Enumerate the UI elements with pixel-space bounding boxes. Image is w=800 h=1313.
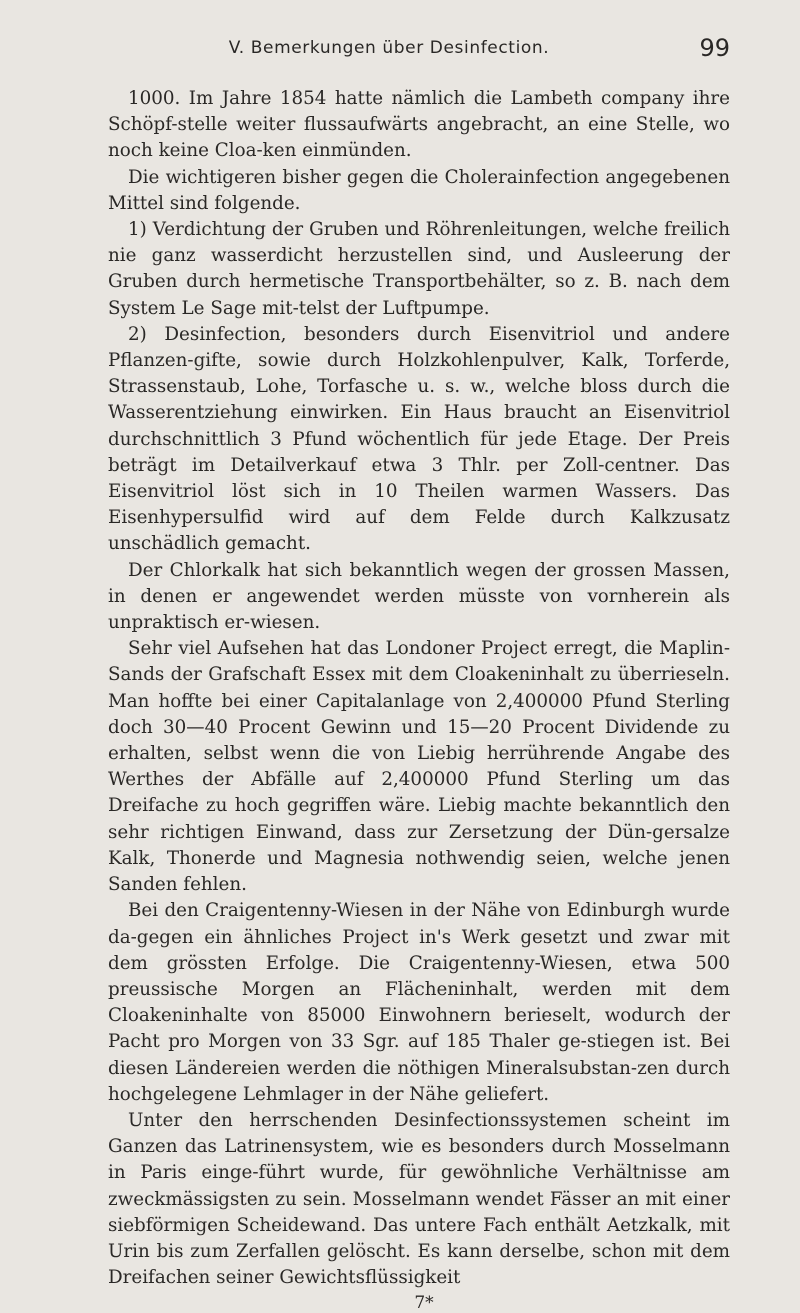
- paragraph: Die wichtigeren bisher gegen die Cholerainfection angegebenen Mittel sind folgende.: [108, 166, 730, 214]
- paragraph: Bei den Craigentenny-Wiesen in der Nähe von Edinburgh wurde da-gegen ein ähnliches Project in's Werk gesetzt und zwar mit dem grössten Erfolge. Die Craigentenny-Wiesen, etwa 500 preussische Morgen an Flächeninhalt, werden mit dem Cloakeninhalte von 85000 Einwohnern berieselt, wodurch der Pacht pro Morgen von 33 Sgr. auf 185 Thaler ge-stiegen ist. Bei diesen Ländereien werden die nöthigen Mineralsubstan-zen durch hochgelegene Lehmlager in der Nähe geliefert.: [108, 900, 730, 1105]
- chapter-title: V. Bemerkungen über Desinfection.: [228, 38, 550, 58]
- page-number: 99: [699, 34, 730, 62]
- text-body: [108, 86, 730, 1291]
- paragraph: 1000. Im Jahre 1854 hatte nämlich die Lambeth company ihre Schöpf-stelle weiter flussaufwärts angebracht, an eine Stelle, wo noch keine Cloa-ken einmünden.: [108, 88, 730, 162]
- paragraph: 2) Desinfection, besonders durch Eisenvitriol und andere Pflanzen-gifte, sowie durch Holzkohlenpulver, Kalk, Torferde, Strassenstaub, Lohe, Torfasche u. s. w., welche bloss durch die Wasserentziehung einwirken. Ein Haus braucht an Eisenvitriol durchschnittlich 3 Pfund wöchentlich für jede Etage. Der Preis beträgt im Detailverkauf etwa 3 Thlr. per Zoll-centner. Das Eisenvitriol löst sich in 10 Theilen warmen Wassers. Das Eisenhypersulfid wird auf dem Felde durch Kalkzusatz unschädlich gemacht.: [108, 323, 730, 555]
- paragraph: 1) Verdichtung der Gruben und Röhrenleitungen, welche freilich nie ganz wasserdicht herzustellen sind, und Ausleerung der Gruben durch hermetische Transportbehälter, so z. B. nach dem System Le Sage mit-telst der Luftpumpe.: [108, 219, 730, 319]
- paragraph: Der Chlorkalk hat sich bekanntlich wegen der grossen Massen, in denen er angewendet werden müsste von vornherein als unpraktisch er-wiesen.: [108, 559, 730, 634]
- paragraph: Unter den herrschenden Desinfectionssystemen scheint im Ganzen das Latrinensystem, wie es besonders durch Mosselmann in Paris einge-führt wurde, für gewöhnliche Verhältnisse am zweckmässigsten zu sein. Mosselmann wendet Fässer an mit einer siebförmigen Scheidewand. Das untere Fach enthält Aetzkalk, mit Urin bis zum Zerfallen gelöscht. Es kann derselbe, schon mit dem Dreifachen seiner Gewichtsflüssigkeit: [108, 1109, 730, 1289]
- paragraph: Sehr viel Aufsehen hat das Londoner Project erregt, die Maplin-Sands der Grafschaft Essex mit dem Cloakeninhalt zu überrieseln. Man hoffte bei einer Capitalanlage von 2,400000 Pfund Sterling doch 30—40 Procent Gewinn und 15—20 Procent Dividende zu erhalten, selbst wenn die von Liebig herrührende Angabe des Werthes der Abfälle auf 2,400000 Pfund Sterling um das Dreifache zu hoch gegriffen wäre. Liebig machte bekanntlich den sehr richtigen Einwand, dass zur Zersetzung der Dün-gersalze Kalk, Thonerde und Magnesia nothwendig seien, welche jenen Sanden fehlen.: [108, 638, 730, 896]
- signature-mark: 7*: [414, 1293, 434, 1313]
- running-header: [108, 34, 730, 72]
